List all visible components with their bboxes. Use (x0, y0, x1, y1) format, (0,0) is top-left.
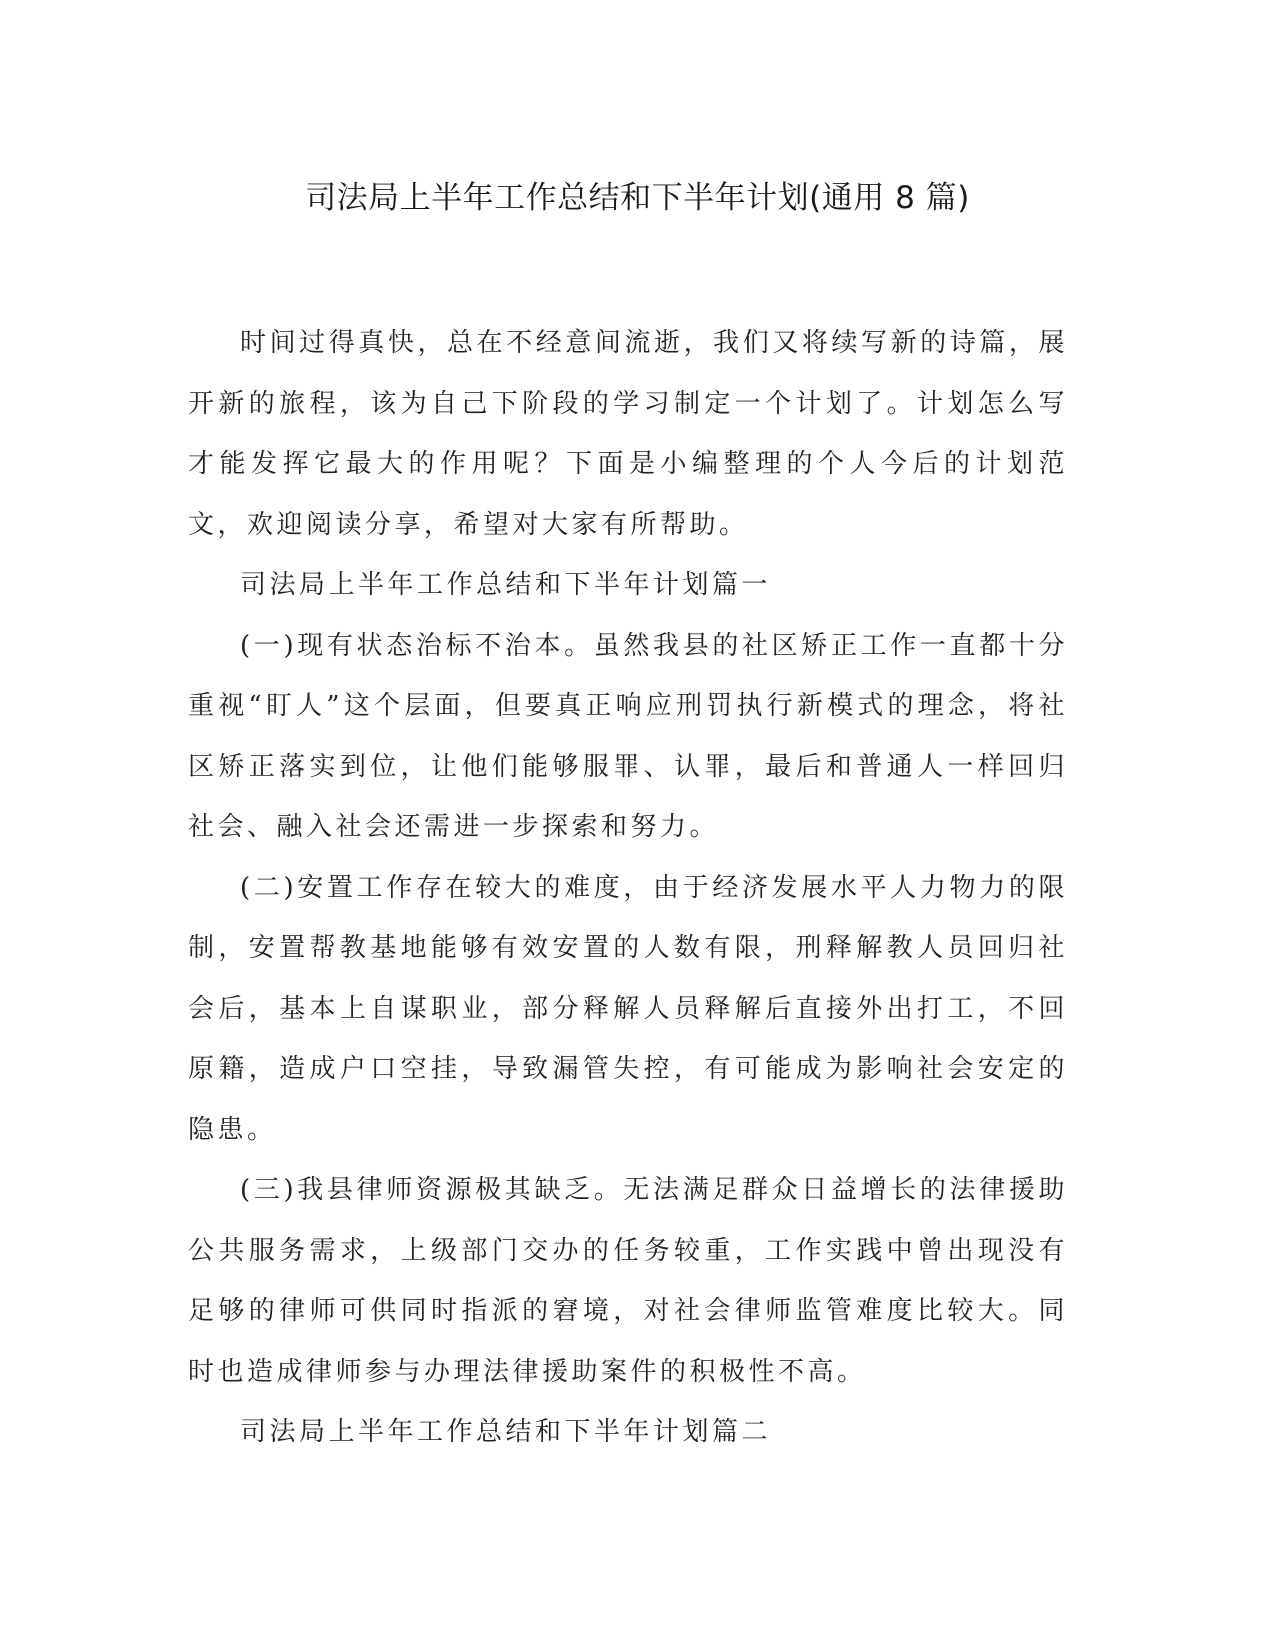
item-two-paragraph: (二)安置工作存在较大的难度，由于经济发展水平人力物力的限制，安置帮教基地能够有效安置的人数有限，刑释解教人员回归社会后，基本上自谋职业，部分释解人员释解后直接外出打工，不回原籍，造成户口空挂，导致漏管失控，有可能成为影响社会安定的隐患。 (188, 872, 1068, 1145)
section-two-heading: 司法局上半年工作总结和下半年计划篇二 (240, 1417, 772, 1447)
intro-paragraph: 时间过得真快，总在不经意间流逝，我们又将续写新的诗篇，展开新的旅程，该为自己下阶段的学习制定一个计划了。计划怎么写才能发挥它最大的作用呢？下面是小编整理的个人今后的计划范文，欢迎阅读分享，希望对大家有所帮助。 (188, 328, 1068, 540)
document-body (188, 313, 1068, 1463)
section-one-heading: 司法局上半年工作总结和下半年计划篇一 (240, 570, 772, 600)
document-title: 司法局上半年工作总结和下半年计划(通用 8 篇) (305, 180, 970, 216)
item-one-paragraph: (一)现有状态治标不治本。虽然我县的社区矫正工作一直都十分重视“盯人”这个层面，但要真正响应刑罚执行新模式的理念，将社区矫正落实到位，让他们能够服罪、认罪，最后和普通人一样回归社会、融入社会还需进一步探索和努力。 (188, 630, 1068, 842)
item-three-paragraph: (三)我县律师资源极其缺乏。无法满足群众日益增长的法律援助公共服务需求，上级部门交办的任务较重，工作实践中曾出现没有足够的律师可供同时指派的窘境，对社会律师监管难度比较大。同时也造成律师参与办理法律援助案件的积极性不高。 (188, 1175, 1068, 1387)
